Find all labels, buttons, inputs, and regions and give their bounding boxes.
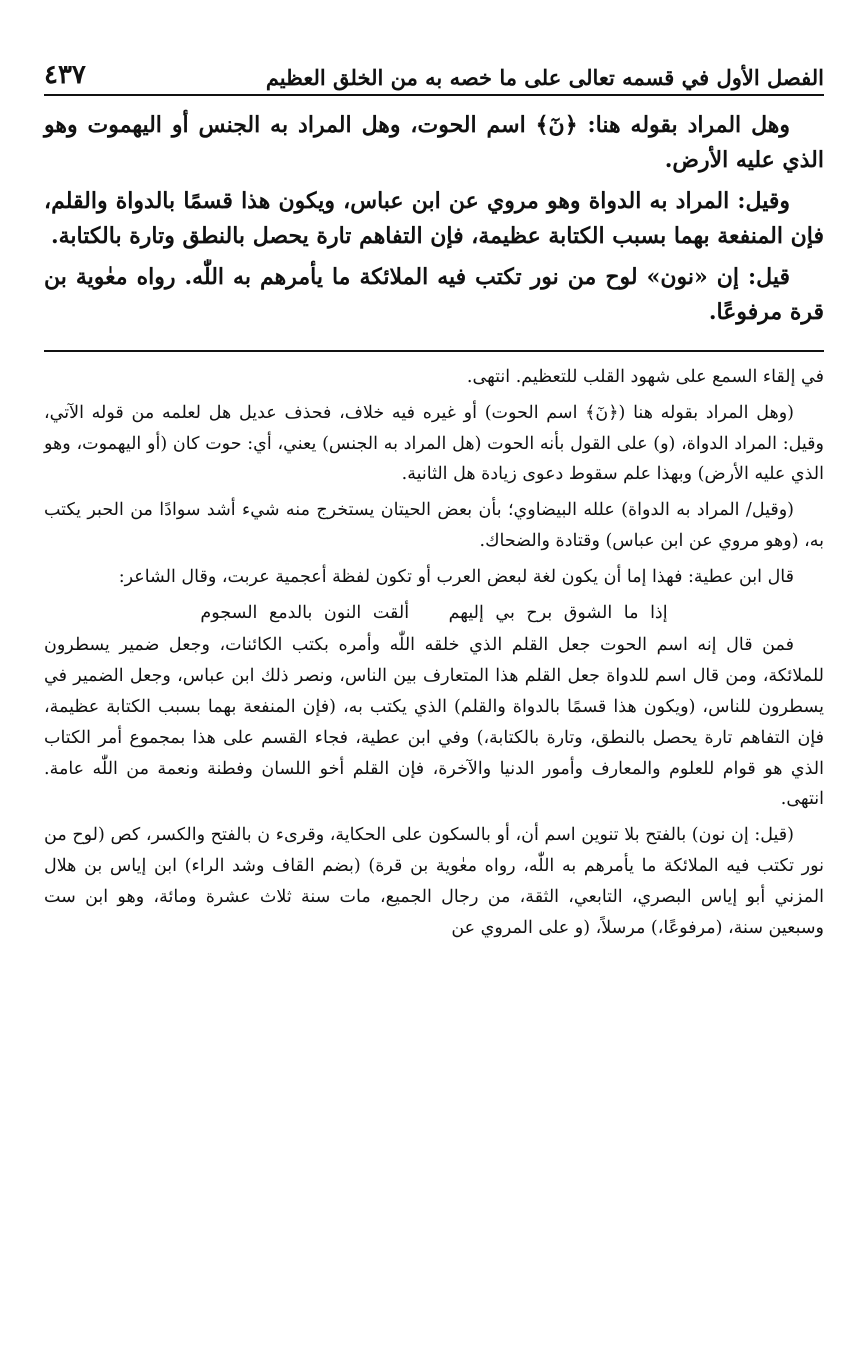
main-text [44, 108, 824, 330]
poetry-verse [44, 598, 824, 629]
commentary-paragraph: (وقيل/ المراد به الدواة) علله البيضاوي؛ بأن بعض الحيتان يستخرج منه شيء أشد سوادًا من الحبر يكتب به، (وهو مروي عن ابن عباس) وقتادة والضحاك. [44, 500, 824, 551]
page-number: ٤٣٧ [44, 60, 86, 90]
verse-first-hemistich: إذا ما الشوق برح بي إليهم [448, 602, 668, 623]
commentary-continuation: في إلقاء السمع على شهود القلب للتعظيم. انتهى. [466, 367, 824, 387]
commentary-paragraph: فمن قال إنه اسم الحوت جعل القلم الذي خلقه اللّٰه وأمره بكتب الكائنات، وجعل ضمير يسطرون للملائكة، ومن قال اسم للدواة جعل القلم هذا المتعارف بين الناس، ونصر ذلك ابن عباس، وجعل الضمير في يسطرون للناس، (ويكون هذا قسمًا بالدواة والقلم) الذي يكتب به، (فإن المنفعة بهما بسبب الكتابة عظيمة، فإن التفاهم تارة يحصل بالنطق، وتارة بالكتابة،) وفي ابن عطية، فجاء القسم على هذا بمجموع أمر الكتاب الذي هو قوام للعلوم والمعارف وأمور الدنيا والآخرة، فإن القلم أخو اللسان وفطنة ونعمة من اللّٰه عامة. انتهى. [44, 635, 824, 810]
section-divider [44, 350, 824, 352]
commentary-paragraph: (قيل: إن نون) بالفتح بلا تنوين اسم أن، أو بالسكون على الحكاية، وقرىء ن بالفتح والكسر، كص (لوح من نور تكتب فيه الملائكة ما يأمرهم به اللّٰه، رواه معٰوية بن قرة) (بضم القاف وشد الراء) ابن إياس بن هلال المزني أبو إياس البصري، التابعي، الثقة، من رجال الجميع، مات سنة ثلاث عشرة ومائة، وهو ابن ست وسبعين سنة، (مرفوعًا،) مرسلاً، (و على المروي عن [44, 825, 824, 938]
main-paragraph: قيل: إن «نون» لوح من نور تكتب فيه الملائكة ما يأمرهم به اللّٰه. رواه معٰوية بن قرة مرفوعًا. [44, 264, 824, 325]
commentary-text [44, 362, 824, 943]
chapter-title: الفصل الأول في قسمه تعالى على ما خصه به من الخلق العظيم [265, 65, 824, 90]
running-header [44, 48, 824, 96]
commentary-paragraph: قال ابن عطية: فهذا إما أن يكون لغة لبعض العرب أو تكون لفظة أعجمية عربت، وقال الشاعر: [118, 566, 794, 587]
commentary-paragraph: (وهل المراد بقوله هنا (﴿نٓ﴾ اسم الحوت) أو غيره فيه خلاف، فحذف عديل هل لعلمه من قوله الآتي، وقيل: المراد الدواة، (و) على القول بأنه الحوت (هل المراد به الجنس) يعني، أي: حوت كان (أو اليهموت، وهو الذي عليه الأرض) وبهذا علم سقوط دعوى زيادة هل الثانية. [44, 402, 824, 485]
main-paragraph: وقيل: المراد به الدواة وهو مروي عن ابن عباس، ويكون هذا قسمًا بالدواة والقلم، فإن المنفعة بهما بسبب الكتابة عظيمة، فإن التفاهم تارة يحصل بالنطق وتارة بالكتابة. [44, 188, 824, 249]
main-paragraph: وهل المراد بقوله هنا: ﴿نٓ﴾ اسم الحوت، وهل المراد به الجنس أو اليهموت وهو الذي عليه الأرض. [44, 112, 824, 173]
verse-second-hemistich: ألقت النون بالدمع السجوم [200, 602, 410, 623]
